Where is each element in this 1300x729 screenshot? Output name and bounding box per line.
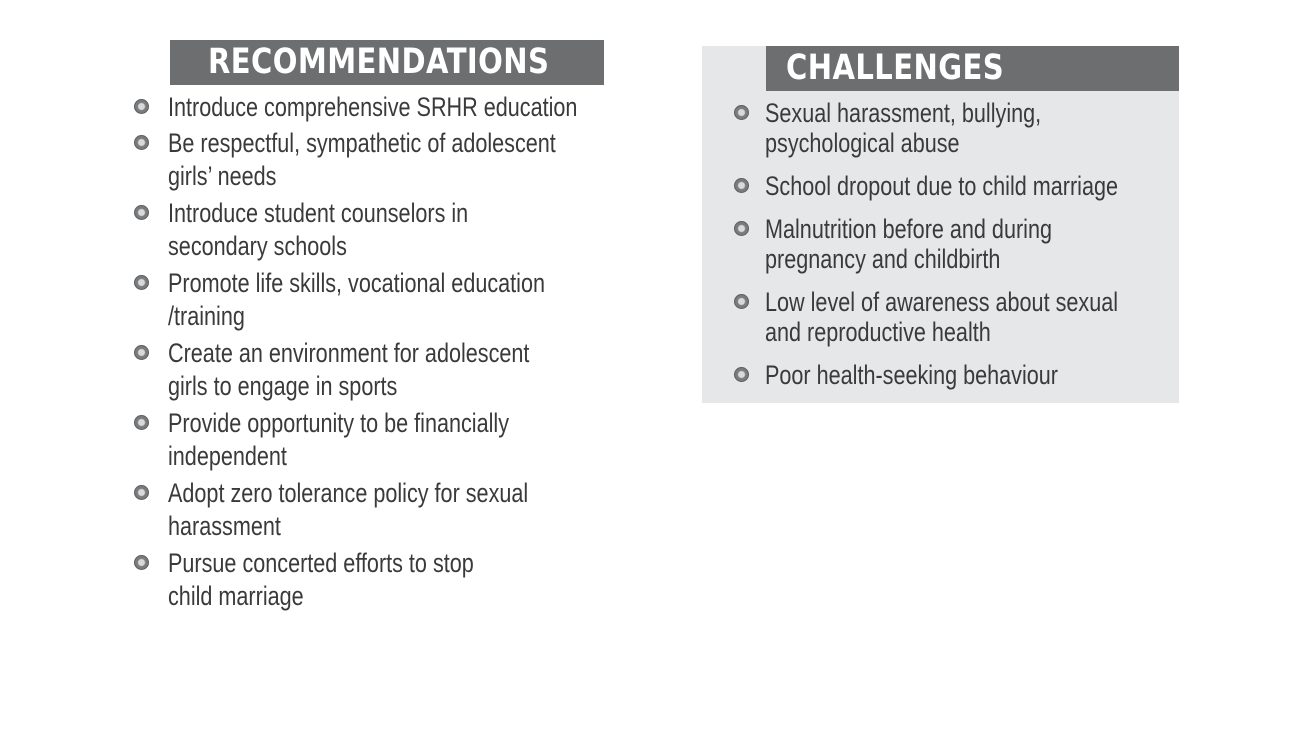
list-item: Pursue concerted efforts to stop child marriage <box>130 547 610 613</box>
list-item: Introduce student counselors in secondary schools <box>130 197 610 263</box>
recommendations-list <box>130 91 610 617</box>
recommendations-title: RECOMMENDATIONS <box>208 42 550 82</box>
circle-bullet-icon <box>734 367 749 382</box>
circle-bullet-icon <box>734 105 749 120</box>
circle-bullet-icon <box>134 345 149 360</box>
circle-bullet-icon <box>134 275 149 290</box>
circle-bullet-icon <box>734 178 749 193</box>
list-item: Adopt zero tolerance policy for sexual harassment <box>130 477 610 543</box>
list-item: Promote life skills, vocational education /training <box>130 267 610 333</box>
circle-bullet-icon <box>734 221 749 236</box>
challenges-heading <box>766 46 1179 91</box>
circle-bullet-icon <box>734 294 749 309</box>
list-item: School dropout due to child marriage <box>732 171 1172 201</box>
list-item: Provide opportunity to be financially independent <box>130 407 610 473</box>
circle-bullet-icon <box>134 555 149 570</box>
list-item: Be respectful, sympathetic of adolescent girls’ needs <box>130 127 610 193</box>
circle-bullet-icon <box>134 485 149 500</box>
list-item: Malnutrition before and during pregnancy and childbirth <box>732 214 1172 274</box>
circle-bullet-icon <box>134 99 149 114</box>
list-item: Introduce comprehensive SRHR education <box>130 91 610 124</box>
challenges-title: CHALLENGES <box>786 48 1005 88</box>
recommendations-heading <box>170 40 604 85</box>
challenges-panel <box>702 46 1179 403</box>
circle-bullet-icon <box>134 415 149 430</box>
list-item: Create an environment for adolescent girls to engage in sports <box>130 337 610 403</box>
list-item: Poor health-seeking behaviour <box>732 360 1172 390</box>
list-item: Low level of awareness about sexual and reproductive health <box>732 287 1172 347</box>
challenges-list <box>732 98 1172 403</box>
circle-bullet-icon <box>134 205 149 220</box>
circle-bullet-icon <box>134 135 149 150</box>
list-item: Sexual harassment, bullying, psychological abuse <box>732 98 1172 158</box>
